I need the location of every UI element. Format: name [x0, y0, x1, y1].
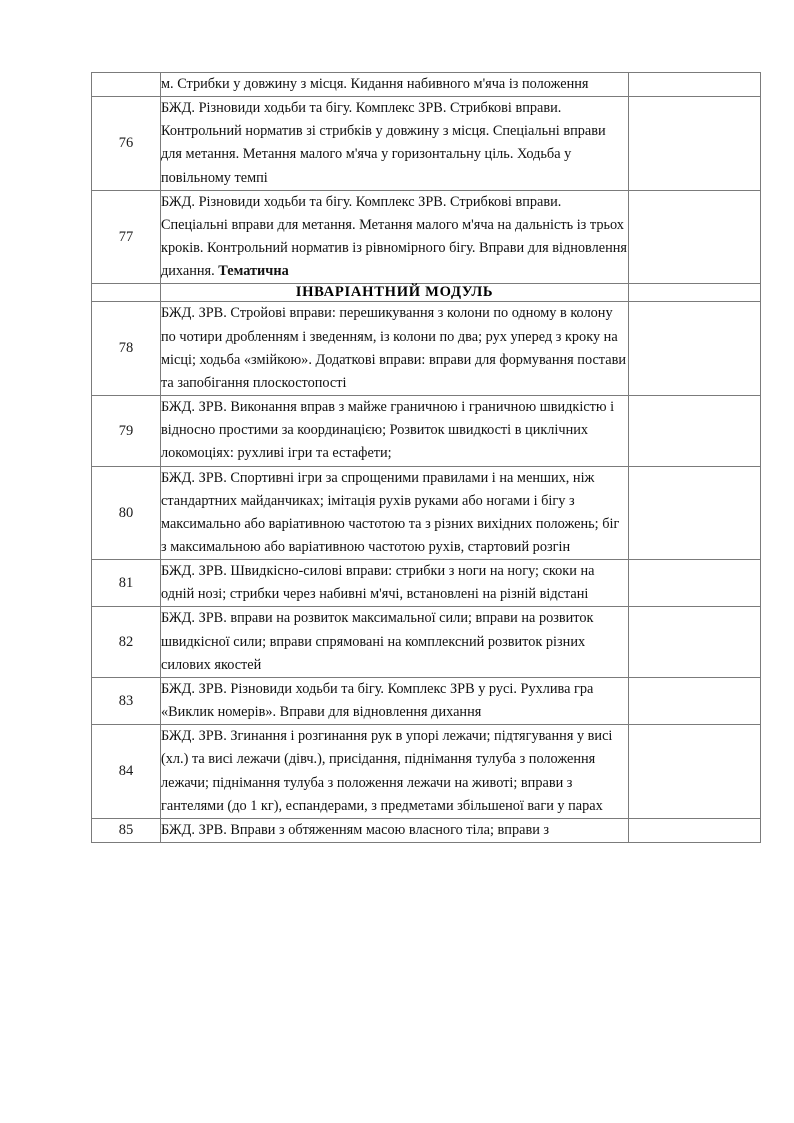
lesson-content-cell — [161, 818, 629, 842]
notes-cell — [629, 396, 761, 466]
lesson-content-text: м. Стрибки у довжину з місця. Кидання набивного м'яча із положення — [161, 76, 589, 92]
module-header-cell: ІНВАРІАНТНИЙ МОДУЛЬ — [161, 284, 629, 302]
lesson-content-cell — [161, 97, 629, 191]
table-row — [92, 466, 761, 560]
lesson-number-cell: 79 — [92, 396, 161, 466]
table-row — [92, 677, 761, 724]
table-row — [92, 73, 761, 97]
notes-cell — [629, 607, 761, 677]
table-row — [92, 97, 761, 191]
lesson-content-text: БЖД. ЗРВ. Різновиди ходьби та бігу. Комплекс ЗРВ у русі. Рухлива гра «Виклик номерів». Вправи для відновлення дихання — [161, 680, 594, 721]
lesson-content-cell — [161, 190, 629, 284]
lesson-content-cell — [161, 302, 629, 396]
notes-cell — [629, 560, 761, 607]
lesson-content-text: БЖД. ЗРВ. Вправи з обтяженням масою власного тіла; вправи з — [161, 821, 550, 838]
table-row — [92, 302, 761, 396]
notes-cell — [629, 818, 761, 842]
notes-cell — [629, 97, 761, 191]
notes-cell — [629, 73, 761, 97]
lesson-content-cell — [161, 607, 629, 677]
lesson-content-text: БЖД. ЗРВ. Стройові вправи: перешикування з колони по одному в колону по чотири дробленням і зведенням, із колони по два; рух уперед з кроку на місці; ходьба «змійкою». Додаткові вправи: вправи для формування постави та запобігання плоскостопості — [161, 305, 626, 391]
lesson-content-cell — [161, 466, 629, 560]
lesson-content-cell — [161, 396, 629, 466]
lesson-content-text: БЖД. ЗРВ. вправи на розвиток максимальної сили; вправи на розвиток швидкісної сили; вправи спрямовані на комплексний розвиток різних силових якостей — [161, 610, 594, 673]
lesson-number-cell: 85 — [92, 818, 161, 842]
lesson-content-text: БЖД. ЗРВ. Швидкісно-силові вправи: стрибки з ноги на ногу; скоки на одній нозі; стрибки через набивні м'ячі, встановлені на різній відстані — [161, 563, 595, 603]
lesson-number-cell: 77 — [92, 190, 161, 284]
table-row — [92, 396, 761, 466]
lesson-number-cell — [92, 284, 161, 302]
lesson-plan-table — [91, 72, 761, 843]
table-row — [92, 284, 761, 302]
lesson-content-text: БЖД. ЗРВ. Виконання вправ з майже граничною і граничною швидкістю і відносно простими за координацією; Розвиток швидкості в циклічних локомоціях: рухливі ігри та естафети; — [161, 399, 615, 462]
lesson-number-cell: 80 — [92, 466, 161, 560]
table-row — [92, 560, 761, 607]
lesson-number-cell: 76 — [92, 97, 161, 191]
lesson-number-cell — [92, 73, 161, 97]
lesson-content-text: БЖД. ЗРВ. Згинання і розгинання рук в упорі лежачи; підтягування у висі (хл.) та висі лежачи (дівч.), присідання, піднімання тулуба з положення лежачи; піднімання тулуба з положення лежачи на животі; вправи з гантелями (до 1 кг), еспандерами, з предметами збільшеної ваги у парах — [161, 728, 613, 814]
lesson-content-text: БЖД. Різновиди ходьби та бігу. Комплекс ЗРВ. Стрибкові вправи. Спеціальні вправи для метання. Метання малого м'яча на дальність із трьох кроків. Контрольний норматив із рівномірного бігу. Вправи для відновлення дихання. — [161, 193, 627, 280]
notes-cell — [629, 302, 761, 396]
table-row — [92, 818, 761, 842]
lesson-content-cell — [161, 73, 629, 97]
lesson-content-text: БЖД. Різновиди ходьби та бігу. Комплекс ЗРВ. Стрибкові вправи. Контрольний норматив зі стрибків у довжину з місця. Спеціальні вправи для метання. Метання малого м'яча у горизонтальну ціль. Ходьба у повільному темпі — [161, 100, 606, 186]
lesson-content-cell — [161, 725, 629, 819]
table-body — [92, 73, 761, 843]
notes-cell — [629, 190, 761, 284]
lesson-content-cell — [161, 560, 629, 607]
lesson-content-cell — [161, 677, 629, 724]
table-row — [92, 190, 761, 284]
lesson-content-text: БЖД. ЗРВ. Спортивні ігри за спрощеними правилами і на менших, ніж стандартних майданчиках; імітація рухів руками або ногами і бігу з максимально або варіативною частотою та з різних вихідних положень; біг з максимальною або варіативною частотою рухів, стартовий розгін — [161, 469, 620, 555]
notes-cell — [629, 725, 761, 819]
notes-cell — [629, 284, 761, 302]
lesson-number-cell: 84 — [92, 725, 161, 819]
lesson-number-cell: 83 — [92, 677, 161, 724]
lesson-number-cell: 78 — [92, 302, 161, 396]
lesson-number-cell: 81 — [92, 560, 161, 607]
notes-cell — [629, 677, 761, 724]
lesson-number-cell: 82 — [92, 607, 161, 677]
table-row — [92, 607, 761, 677]
notes-cell — [629, 466, 761, 560]
table-row — [92, 725, 761, 819]
assessment-tag: Тематична — [218, 263, 289, 280]
